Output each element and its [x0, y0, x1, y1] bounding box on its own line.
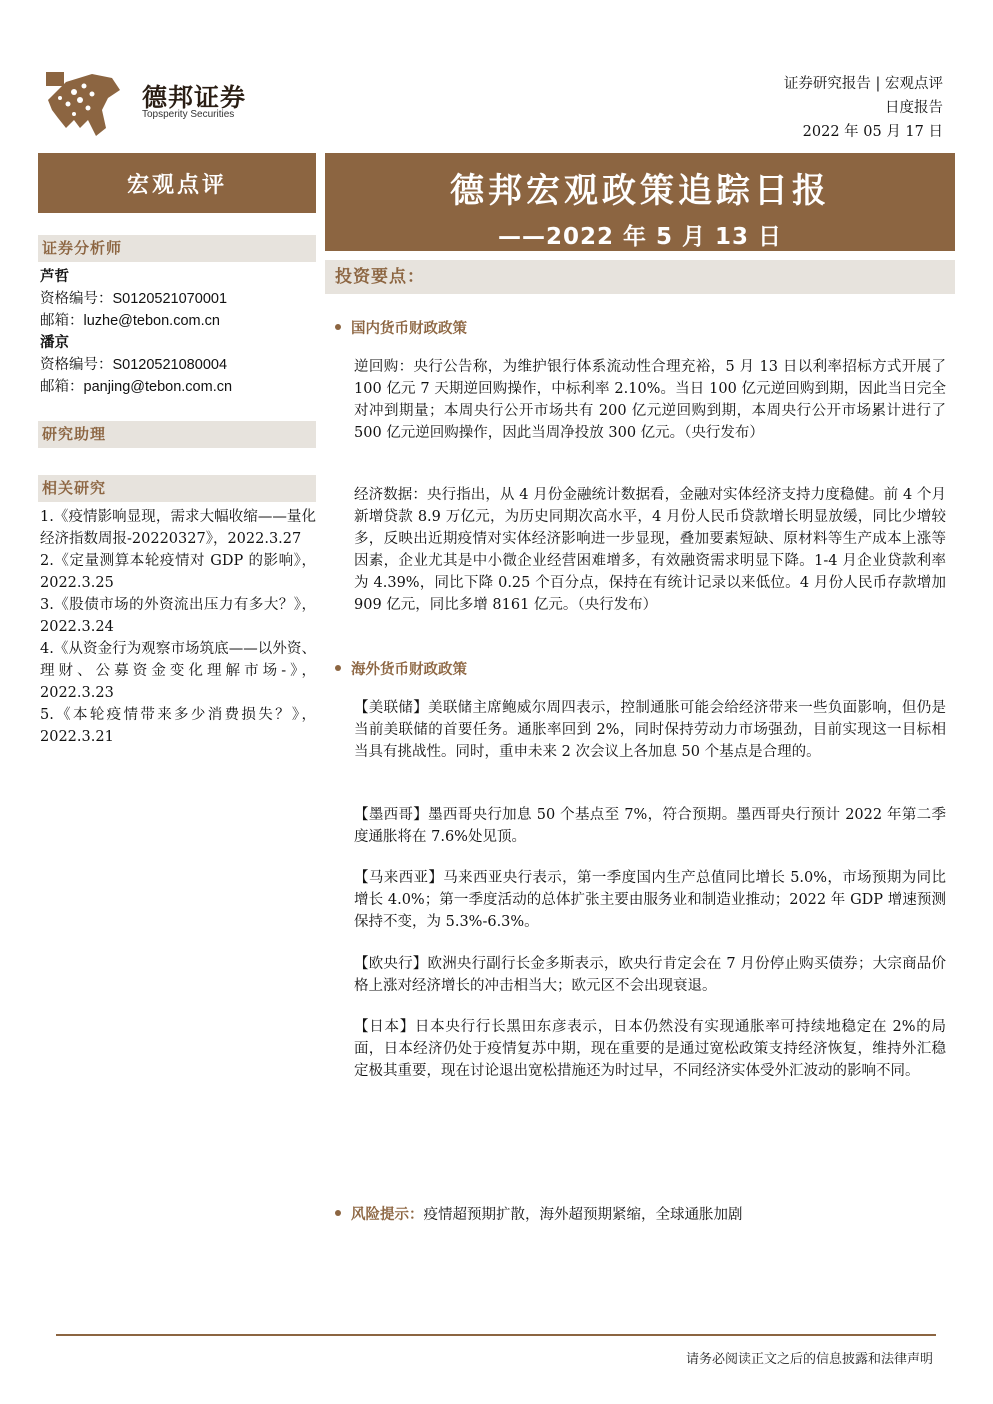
- assistant-heading: 研究助理: [38, 421, 316, 448]
- section-title: 国内货币财政政策: [351, 320, 467, 337]
- related-list: [38, 506, 316, 748]
- paragraph: 逆回购：央行公告称，为维护银行体系流动性合理充裕，5 月 13 日以利率招标方式开展了 100 亿元 7 天期逆回购操作，中标利率 2.10%。当日 100 亿元逆回购到期，因此当日完全对冲到期量；本周央行公开市场共有 200 亿元逆回购到期，本周央行公开市场累计进行了 500 亿元逆回购操作，因此当周净投放 300 亿元。（央行发布）: [354, 359, 947, 441]
- analyst-section: [38, 235, 316, 398]
- paragraph: 【墨西哥】墨西哥央行加息 50 个基点至 7%，符合预期。墨西哥央行预计 2022 年第二季度通胀将在 7.6%处见顶。: [354, 807, 946, 845]
- report-type: 证券研究报告 | 宏观点评: [783, 76, 943, 92]
- report-title: 德邦宏观政策追踪日报: [450, 171, 830, 211]
- paragraph: 【欧央行】欧洲央行副行长金多斯表示，欧央行肯定会在 7 月份停止购买债券；大宗商品价格上涨对经济增长的冲击相当大；欧元区不会出现衰退。: [354, 956, 946, 994]
- footer-divider: [56, 1334, 936, 1336]
- list-item[interactable]: 4.《从资金行为观察市场筑底——以外资、理财、公募资金变化理解市场-》，2022.3.23: [40, 641, 316, 701]
- risk-label: 风险提示：: [351, 1206, 424, 1223]
- analyst-name: 潘京: [40, 334, 69, 351]
- related-research-section: [38, 475, 316, 748]
- analyst-name: 芦哲: [40, 268, 69, 285]
- analyst-email[interactable]: 邮箱：luzhe@tebon.com.cn: [40, 313, 220, 329]
- bullet-icon: [335, 1210, 341, 1216]
- section-title: 海外货币财政政策: [351, 661, 467, 678]
- analyst-cert: 资格编号：S0120521080004: [40, 357, 228, 373]
- analyst-email[interactable]: 邮箱：panjing@tebon.com.cn: [40, 379, 233, 395]
- report-subtitle: ——2022 年 5 月 13 日: [497, 224, 783, 250]
- brand-name: 德邦证券: [142, 83, 247, 112]
- report-meta: [784, 72, 943, 144]
- bullet-icon: [335, 665, 341, 671]
- list-item[interactable]: 2.《定量测算本轮疫情对 GDP 的影响》，2022.3.25: [40, 553, 316, 591]
- list-item[interactable]: 1.《疫情影响显现，需求大幅收缩——量化经济指数周报-20220327》，2022.3.27: [40, 509, 316, 547]
- section-heading: [335, 317, 467, 338]
- key-points-heading: 投资要点：: [325, 260, 955, 294]
- paragraph: 【美联储】美联储主席鲍威尔周四表示，控制通胀可能会给经济带来一些负面影响，但仍是当前美联储的首要任务。通胀率回到 2%，同时保持劳动力市场强劲，目前实现这一目标相当具有挑战性。同时，重申未来 2 次会议上各加息 50 个基点是合理的。: [354, 700, 946, 760]
- paragraph: 【日本】日本央行行长黑田东彦表示，日本仍然没有实现通胀率可持续地稳定在 2%的局面，日本经济仍处于疫情复苏中期，现在重要的是通过宽松政策支持经济恢复，维持外汇稳定极其重要，现在讨论退出宽松措施还为时过早，不同经济实体受外汇波动的影响不同。: [354, 1019, 946, 1079]
- list-item[interactable]: 3.《股债市场的外资流出压力有多大？》，2022.3.24: [40, 597, 316, 635]
- list-item[interactable]: 5.《本轮疫情带来多少消费损失？》，2022.3.21: [40, 707, 316, 745]
- analyst-heading: 证券分析师: [38, 235, 316, 262]
- risk-text: 疫情超预期扩散，海外超预期紧缩，全球通胀加剧: [423, 1207, 743, 1223]
- category-banner: 宏观点评: [38, 153, 316, 213]
- paragraph: 【马来西亚】马来西亚央行表示，第一季度国内生产总值同比增长 5.0%，市场预期为同比增长 4.0%；第一季度活动的总体扩张主要由服务业和制造业推动；2022 年 GDP 增速预测保持不变，为 5.3%-6.3%。: [354, 870, 946, 930]
- report-date: 2022 年 05 月 17 日: [802, 124, 943, 140]
- company-logo-icon: [44, 70, 124, 140]
- title-banner: [325, 153, 955, 251]
- footer-disclaimer: 请务必阅读正文之后的信息披露和法律声明: [685, 1352, 933, 1367]
- report-frequency: 日度报告: [885, 100, 943, 116]
- section-heading: [335, 658, 467, 679]
- related-heading: 相关研究: [38, 475, 316, 502]
- risk-warning: [335, 1203, 743, 1224]
- assistant-section: [38, 421, 316, 448]
- paragraph: 经济数据：央行指出，从 4 月份金融统计数据看，金融对实体经济支持力度稳健。前 4 个月新增贷款 8.9 万亿元，为历史同期次高水平，4 月份人民币贷款增长明显放缓，同比少增较多，反映出近期疫情对实体经济影响进一步显现，叠加要素短缺、原材料等生产成本上涨等因素，企业尤其是中小微企业经营困难增多，有效融资需求明显下降。1-4 月企业贷款利率为 4.39%，同比下降 0.25 个百分点，保持在有统计记录以来低位。4 月份人民币存款增加 909 亿元，同比多增 8161 亿元。（央行发布）: [354, 487, 946, 613]
- analyst-list: [38, 266, 316, 398]
- bullet-icon: [335, 324, 341, 330]
- analyst-cert: 资格编号：S0120521070001: [40, 291, 228, 307]
- brand-english-name: Topsperity Securities: [142, 109, 235, 120]
